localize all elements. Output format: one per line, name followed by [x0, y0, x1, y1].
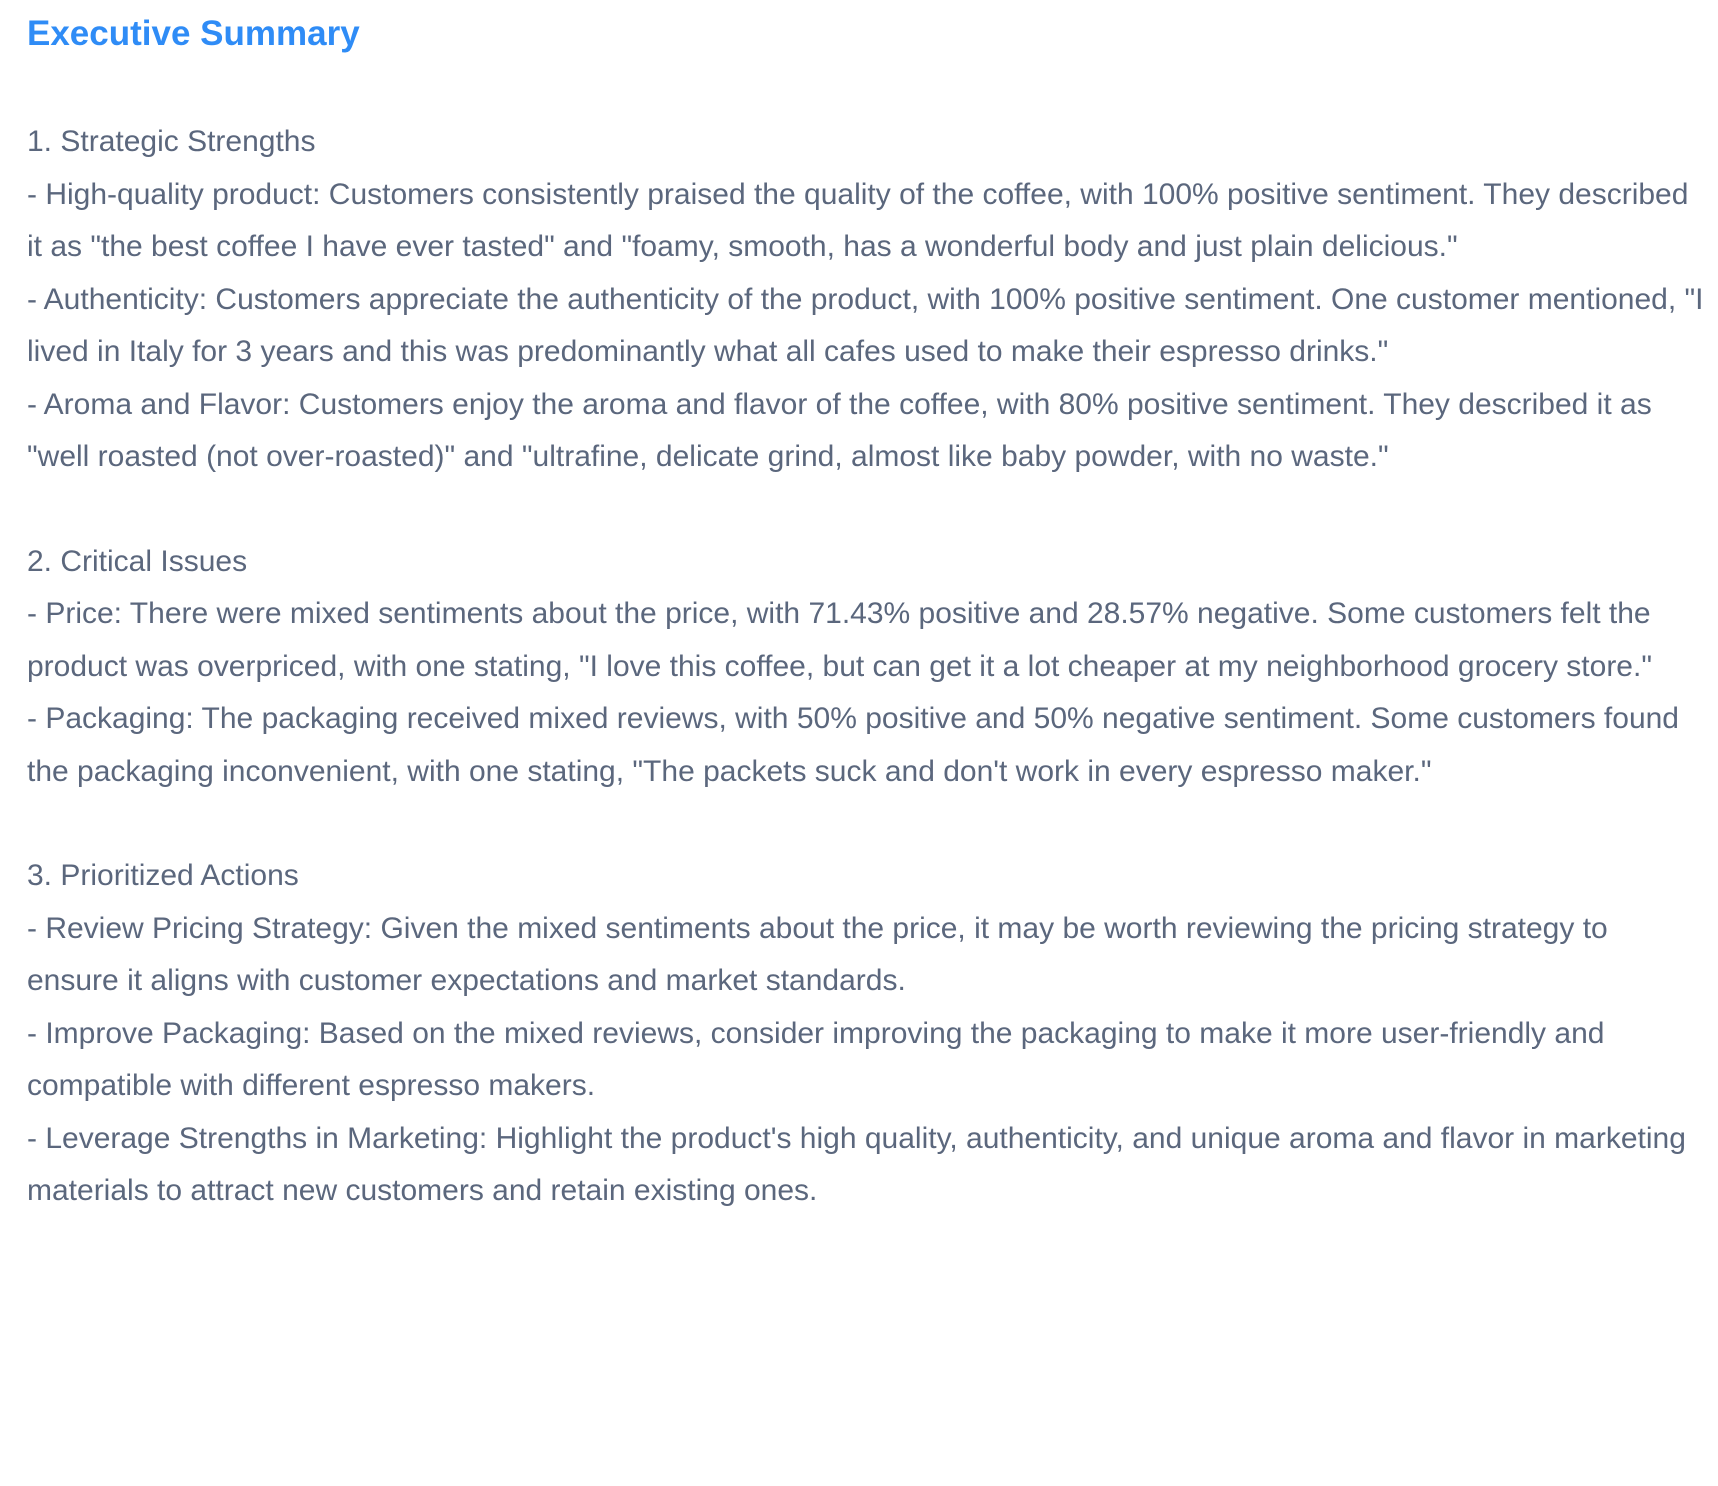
- section-heading: 3. Prioritized Actions: [27, 859, 299, 892]
- section-prioritized-actions: [27, 850, 1707, 1218]
- section-spacer: [27, 484, 1718, 536]
- list-item: - Authenticity: Customers appreciate the authenticity of the product, with 100% positive sentiment. One customer mentioned, "I lived in Italy for 3 years and this was predominantly what all cafes used to make their espresso drinks.": [27, 282, 1704, 368]
- list-item: - Price: There were mixed sentiments about the price, with 71.43% positive and 28.57% negative. Some customers felt the product was overpriced, with one stating, "I love this coffee, but can get it a lot cheaper at my neighborhood grocery store.": [27, 597, 1652, 683]
- section-spacer: [27, 798, 1718, 850]
- section-strategic-strengths: [27, 116, 1707, 484]
- list-item: - Leverage Strengths in Marketing: Highlight the product's high quality, authenticity, and unique aroma and flavor in marketing materials to attract new customers and retain existing ones.: [27, 1121, 1686, 1207]
- section-heading: 2. Critical Issues: [27, 544, 248, 578]
- page-title: Executive Summary: [27, 14, 360, 53]
- section-critical-issues: [27, 536, 1707, 799]
- section-heading: 1. Strategic Strengths: [27, 125, 316, 158]
- list-item: - Packaging: The packaging received mixed reviews, with 50% positive and 50% negative sentiment. Some customers found the packaging inconvenient, with one stating, "The packets suck and don't work in every espresso maker.": [27, 702, 1679, 788]
- list-item: - High-quality product: Customers consistently praised the quality of the coffee, with 100% positive sentiment. They described it as "the best coffee I have ever tasted" and "foamy, smooth, has a wonderful body and just plain delicious.": [27, 177, 1689, 263]
- list-item: - Improve Packaging: Based on the mixed reviews, consider improving the packaging to make it more user-friendly and compatible with different espresso makers.: [27, 1016, 1605, 1102]
- list-item: - Aroma and Flavor: Customers enjoy the aroma and flavor of the coffee, with 80% positive sentiment. They described it as "well roasted (not over-roasted)" and "ultrafine, delicate grind, almost like baby powder, with no waste.": [27, 387, 1652, 473]
- list-item: - Review Pricing Strategy: Given the mixed sentiments about the price, it may be worth reviewing the pricing strategy to ensure it aligns with customer expectations and market standards.: [27, 911, 1608, 997]
- title-spacer: [27, 58, 1718, 116]
